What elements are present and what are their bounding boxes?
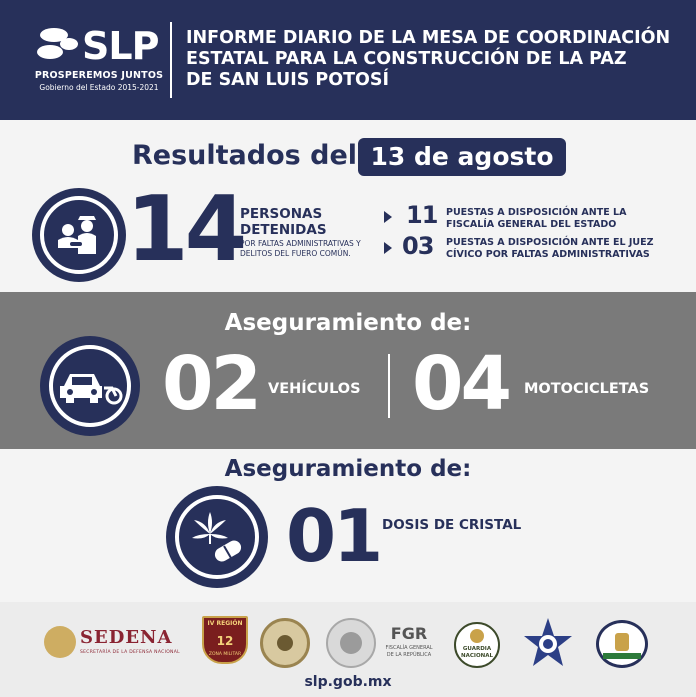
fgr-logo bbox=[384, 624, 434, 664]
detained-persons-icon bbox=[32, 188, 126, 282]
sedena-logo-subtitle: SECRETARÍA DE LA DEFENSA NACIONAL bbox=[80, 650, 180, 655]
header-divider bbox=[170, 22, 172, 98]
breakdown-1-line-2: FISCALÍA GENERAL DEL ESTADO bbox=[446, 219, 617, 230]
car-motorcycle-icon bbox=[40, 336, 140, 436]
title-line-1: INFORME DIARIO DE LA MESA DE COORDINACIÓN bbox=[186, 28, 671, 48]
fgr-sub-1: FISCALÍA GENERAL bbox=[385, 645, 433, 651]
logo-subtitle: Gobierno del Estado 2015-2021 bbox=[39, 83, 159, 92]
breakdown-text-1 bbox=[446, 207, 626, 231]
detained-sub-line-1: POR FALTAS ADMINISTRATIVAS Y bbox=[240, 239, 361, 248]
arrow-right-icon bbox=[384, 211, 392, 223]
breakdown-count-2: 03 bbox=[402, 232, 434, 260]
fgr-text: FGR bbox=[390, 624, 428, 643]
police-star-badge-icon bbox=[520, 616, 576, 672]
guardia-nacional-seal-icon bbox=[260, 618, 310, 668]
title-line-2: ESTATAL PARA LA CONSTRUCCIÓN DE LA PAZ bbox=[186, 49, 627, 69]
breakdown-1-line-1: PUESTAS A DISPOSICIÓN ANTE LA bbox=[446, 207, 627, 218]
vehicle-seizure-title: Aseguramiento de: bbox=[224, 310, 472, 336]
detained-sub-line-2: DELITOS DEL FUERO COMÚN. bbox=[240, 249, 351, 258]
breakdown-2-line-1: PUESTAS A DISPOSICIÓN ANTE EL JUEZ bbox=[446, 237, 654, 248]
logo-tagline: PROSPEREMOS JUNTOS bbox=[34, 70, 164, 81]
motorcycles-label: MOTOCICLETAS bbox=[524, 381, 650, 397]
guardia-line-2: NACIONAL bbox=[461, 653, 493, 659]
date-badge: 13 de agosto bbox=[358, 138, 566, 176]
mexico-coat-of-arms-icon bbox=[44, 626, 76, 658]
results-label: Resultados del bbox=[132, 140, 358, 171]
fgr-sub-2: DE LA REPÚBLICA bbox=[386, 652, 432, 658]
police-arrest-icon bbox=[50, 206, 108, 264]
title-line-3: DE SAN LUIS POTOSÍ bbox=[186, 70, 390, 90]
detained-count: 14 bbox=[126, 177, 244, 282]
mexico-seal-icon bbox=[326, 618, 376, 668]
guardia-nacional-badge-icon bbox=[454, 622, 500, 668]
drug-icon bbox=[188, 506, 246, 568]
breakdown-2-line-2: CÍVICO POR FALTAS ADMINISTRATIVAS bbox=[446, 249, 650, 260]
band-divider bbox=[388, 354, 390, 418]
header-banner bbox=[0, 0, 696, 120]
drug-count: 01 bbox=[286, 494, 381, 578]
vehicles-label: VEHÍCULOS bbox=[268, 381, 361, 397]
drug-label: DOSIS DE CRISTAL bbox=[382, 517, 522, 533]
justice-seal-icon bbox=[596, 620, 648, 668]
car-icon bbox=[58, 366, 124, 406]
region-text: IV REGIÓN bbox=[207, 620, 243, 627]
region-subtitle: ZONA MILITAR bbox=[208, 652, 242, 657]
logo-text: SLP bbox=[82, 24, 159, 68]
detained-sublabel bbox=[240, 239, 361, 259]
detained-label-line-1: PERSONAS bbox=[240, 206, 323, 222]
military-region-shield-icon bbox=[202, 616, 248, 664]
website-url[interactable]: slp.gob.mx bbox=[304, 674, 392, 690]
slp-logo bbox=[34, 24, 164, 100]
drug-seizure-title: Aseguramiento de: bbox=[224, 456, 472, 482]
results-heading bbox=[0, 138, 696, 178]
sedena-logo-text: SEDENA bbox=[80, 627, 173, 648]
breakdown-text-2 bbox=[446, 237, 654, 261]
cannabis-pill-icon bbox=[166, 486, 268, 588]
vehicles-count: 02 bbox=[162, 341, 259, 427]
slp-logo-mark-icon bbox=[36, 26, 80, 62]
arrow-right-icon bbox=[384, 242, 392, 254]
page-title bbox=[186, 28, 686, 91]
breakdown-count-1: 11 bbox=[406, 201, 438, 229]
region-number: 12 bbox=[216, 634, 234, 648]
detained-label-line-2: DETENIDAS bbox=[240, 222, 327, 238]
guardia-line-1: GUARDIA bbox=[462, 646, 492, 652]
detained-label bbox=[240, 206, 327, 238]
motorcycles-count: 04 bbox=[412, 341, 509, 427]
